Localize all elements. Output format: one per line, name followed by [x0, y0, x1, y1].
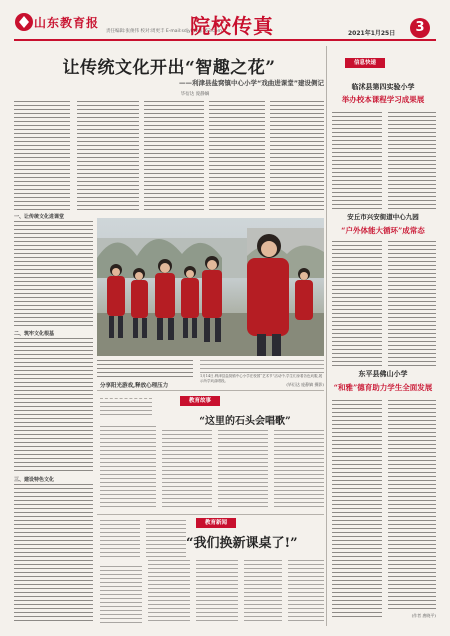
essay2-text-col5	[288, 560, 324, 624]
sidebar-item1-title: 临沭县第四实验小学	[351, 82, 415, 91]
article-text-col4	[209, 101, 265, 211]
sidebar-author-credit: (作者 唐晓平)	[411, 613, 436, 618]
left-quote: 分享阳光游戏,释放心理压力	[100, 383, 169, 389]
sidebar-item2-title: 安丘市兴安街道中心九园	[347, 213, 419, 221]
essay2-intro-col2	[146, 520, 186, 560]
page-number: 3	[415, 20, 425, 35]
essay1-text-col1	[100, 426, 156, 510]
sidebar-item1-text-a	[332, 112, 382, 212]
essay2-title: “我们换新课桌了!”	[186, 536, 298, 551]
article-subtitle: ——利津县盐窝镇中心小学“戏曲进课堂”建设侧记	[178, 79, 324, 87]
article-text-col5	[270, 101, 324, 211]
section-title: 院校传真	[190, 14, 274, 38]
article-text-col2	[77, 101, 139, 211]
essay2-top-rule	[97, 514, 324, 515]
dove-logo-icon	[14, 10, 34, 34]
section-heading-2: 二、筑牢文化根基	[14, 331, 55, 337]
sidebar-tag: 信息快递	[345, 58, 385, 68]
essay1-text-col2	[162, 430, 212, 510]
masthead-info: 责任编辑:张俊伟 校对:周更丰 E-mail:sdjybfv@163.com	[106, 29, 222, 34]
essay1-dash	[100, 398, 152, 399]
essay1-intro-lines	[100, 402, 152, 418]
sidebar-item3-title: 东平县佛山小学	[358, 369, 408, 378]
essay1-tag: 教育故事	[180, 396, 220, 406]
essay2-text-col1	[100, 566, 142, 624]
students-running-photo	[97, 218, 324, 356]
article-text-mid-a	[97, 360, 193, 378]
article-byline: 毕衍达 庞静嫡	[180, 92, 210, 97]
article-photo	[97, 218, 324, 356]
article-text-left-c	[14, 484, 93, 624]
essay2-text-col3	[196, 560, 238, 624]
sidebar-item2-subtitle: “户外体能大循环”成常态	[341, 226, 425, 235]
issue-date: 2021年1月25日	[348, 30, 396, 37]
essay1-text-col4	[274, 430, 324, 510]
sidebar-item3-text-b	[388, 400, 436, 610]
sidebar-item2-text-a	[332, 241, 382, 367]
page-number-badge	[410, 18, 430, 38]
sidebar-item3-subtitle: “和雅”德育助力学生全面发展	[333, 383, 433, 392]
photo-credit: (毕衍达 庞静嫡 摄影)	[286, 382, 324, 387]
article-text-col1	[14, 101, 70, 211]
photo-caption: 1月14日,利津县盐窝镇中心小学在校园“艺术节”活动中,学生们身着各色戏服,展示所学戏曲唱段。	[200, 374, 323, 383]
essay1-top-rule	[97, 390, 324, 391]
article-text-left-b	[14, 338, 93, 474]
section-heading-1: 一、让传统文化进课堂	[14, 214, 65, 220]
essay2-text-col4	[244, 560, 282, 624]
essay2-tag: 教育新闻	[196, 518, 236, 528]
sidebar-item2-text-b	[388, 241, 436, 367]
masthead-logo	[14, 10, 100, 36]
header-rule	[14, 39, 436, 41]
photo-caption-lines	[200, 360, 324, 374]
article-text-col3	[144, 101, 204, 211]
sidebar-item3-text-a	[332, 400, 382, 620]
article-title: 让传统文化开出“智趣之花”	[62, 58, 276, 78]
article-text-left-a	[14, 221, 93, 328]
newspaper-name: 山东教育报	[34, 16, 100, 30]
sidebar-divider	[326, 46, 327, 626]
section-heading-3: 三、建设特色文化	[14, 477, 55, 483]
essay1-text-col3	[218, 430, 268, 510]
essay1-title: “这里的石头会唱歌”	[199, 416, 291, 427]
sidebar-item1-text-b	[388, 112, 436, 212]
sidebar-item1-subtitle: 举办校本课程学习成果展	[341, 95, 425, 104]
essay2-intro-col	[100, 520, 140, 560]
essay2-text-col2	[148, 560, 190, 624]
